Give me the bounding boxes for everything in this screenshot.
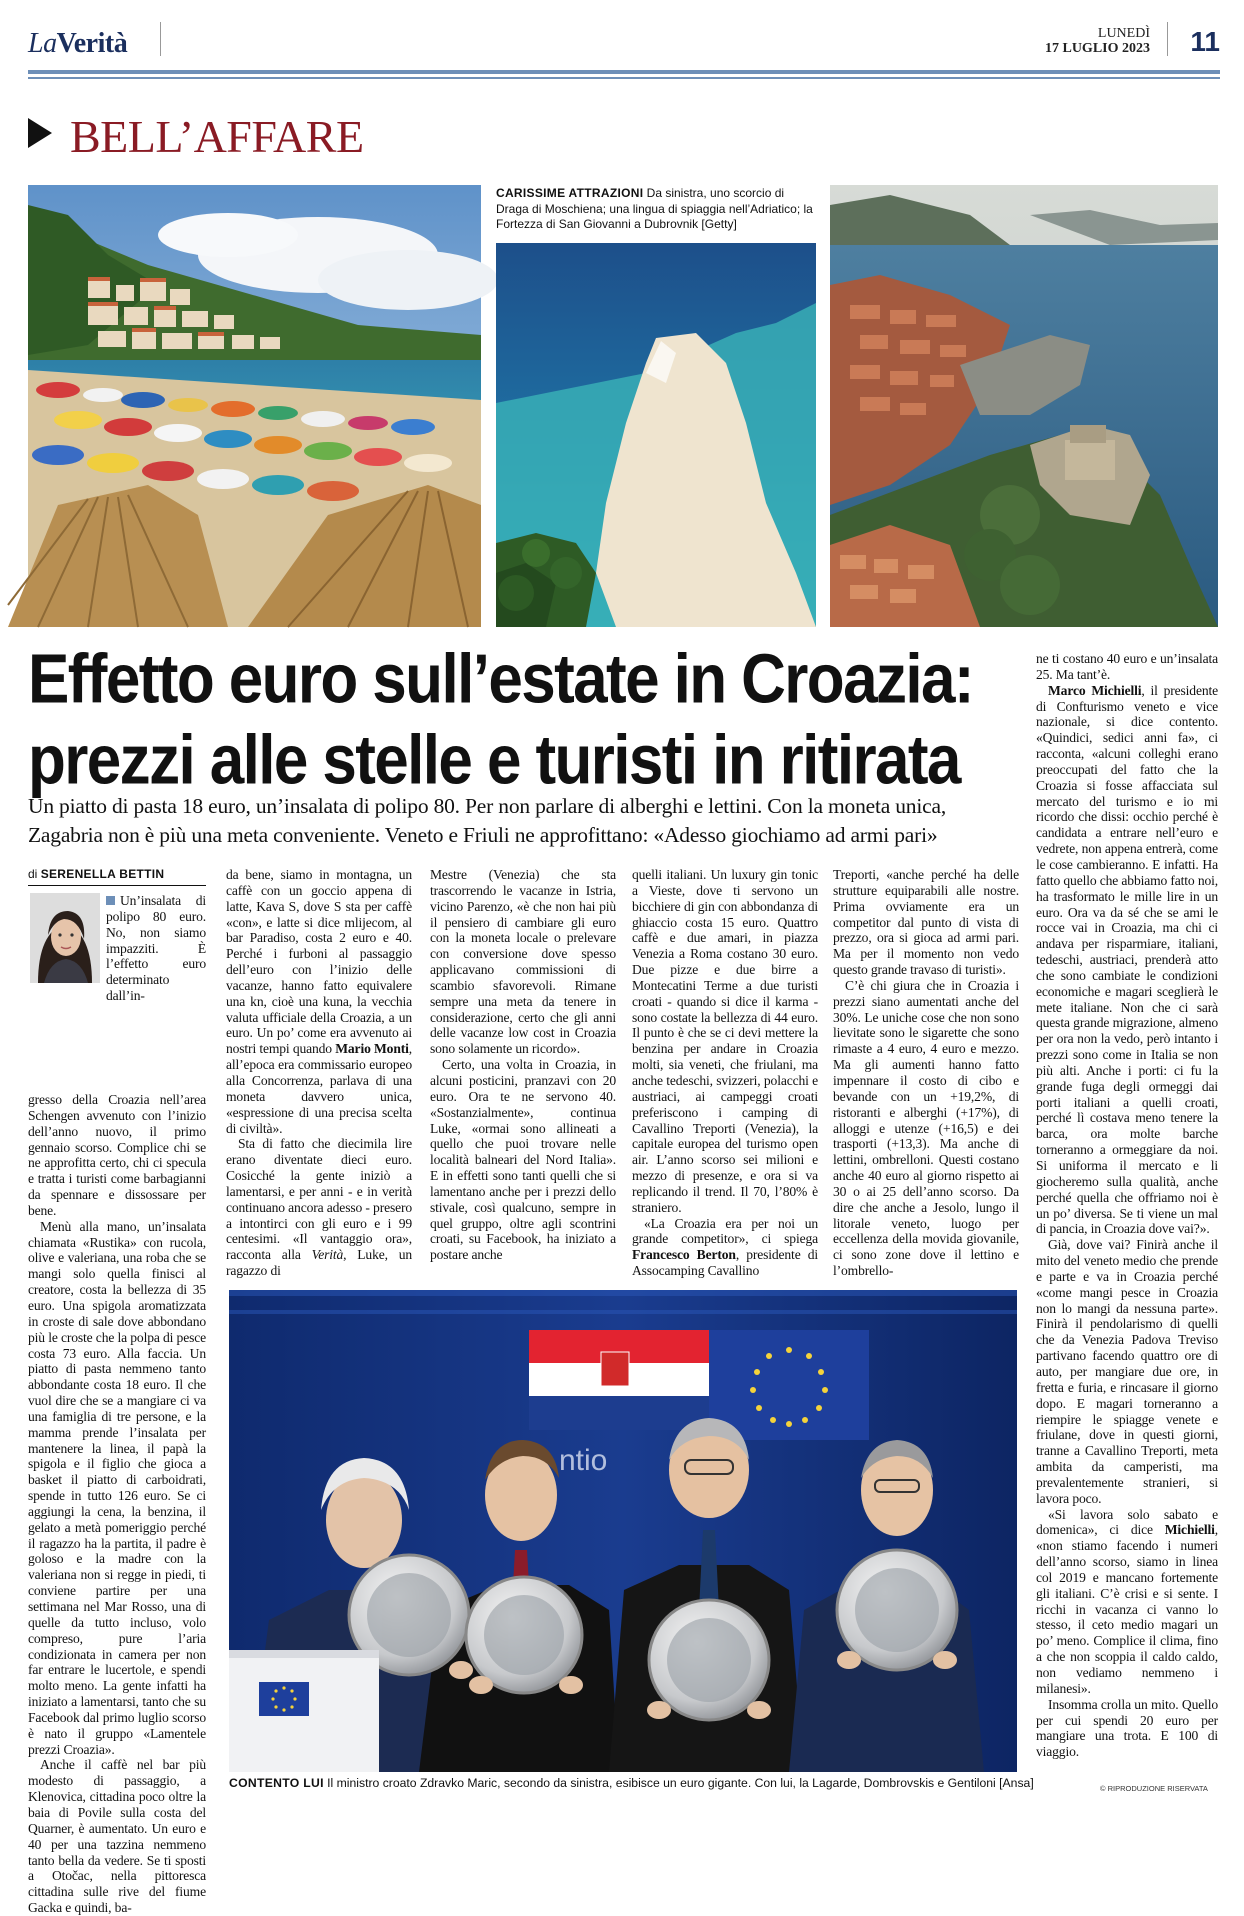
caption-text: Da sinistra, uno scorcio di Draga di Moschiena; una lingua di spiaggia nell’Adriatico; la Fortezza di San Giovanni a Dubrovnik [Getty] <box>496 186 813 231</box>
photo-draga-di-moschiena <box>28 185 481 627</box>
author-photo <box>30 893 100 983</box>
subheadline: Un piatto di pasta 18 euro, un’insalata di polipo 80. Per non parlare di alberghi e lettini. Con la moneta unica, Zagabria non è più una meta conveniente. Veneto e Friuli ne approfittano: «Adesso giochiamo ad armi pari» <box>28 794 946 847</box>
issue-day: LUNEDÌ <box>1097 26 1150 41</box>
caption-lead: CARISSIME ATTRAZIONI <box>496 186 644 200</box>
masthead-divider <box>1167 22 1168 56</box>
article-column-6: ne ti costano 40 euro e un’insalata 25. Ma tant’è. Marco Michielli, il presidente di Confturismo veneto e vice nazionale, si dice contento. «Quindici, sedici anni fa», ci racconta, «alcuni colleghi erano preoccupati del fatto che la Croazia si fosse affacciata sul mercato del turismo e io mi ricordo che dissi: occhio perché è candidata a entrare nell’euro e vedrete, non appena entrerà, come le cose cambieranno. E infatti. Ha fatto quello che abbiamo fatto noi, ha trasformato le mille lire in un euro. Ora va da sé che se ami le rocce vai in Croazia, ma chi ci andava per risparmiare, italiani, tedeschi, austriaci, prenderà atto che sono cambiate le condizioni economiche e magari sceglierà le mete italiane. Non che ci sarà questa grande migrazione, almeno per ora non la vedo, però intanto i prezzi sono come in Italia se non più alti. Anche i porti: ci fu la grande fuga degli ormeggi dai porti italiani a quelli croati, perché lì costava meno tenere la barca, ora molte barche torneranno a ormeggiare da noi. Si uniforma il mercato e li giocheremo sulla qualità, anche perché quella che offriamo noi è un po’ diversa. Se ti viene un mal di pancia, in Croazia dove vai?». Già, dove vai? Finirà anche il mito del veneto medio che prende e parte e va in Croazia perché «come mangi pesce in Croazia non lo mangi da nessuna parte». Finirà il pendolarismo di quelli che da Venezia Padova Treviso partivano facendo quattro ore di auto, per mangiare due ore, in fretta e furia, e rincasare il giorno dopo. E magari torneranno a riempire le spiagge venete e friulane, dove in questi giorni, tranne a Cavallino Treporti, meta ambita da camperisti, ma prevalentemente stranieri, si lavora poco. «Si lavora solo sabato e domenica», ci dice Michielli, «non stiamo facendo i numeri dell’anno scorso, siamo in linea col 2019 e mancano fortemente gli italiani. C’è crisi e si sente. I ricchi in vacanza ci vanno lo stesso, il ceto medio magari un po’ meno. Complice il clima, fino a che non scoppia il caldo caldo, non vediamo nemmeno i milanesi». Insomma crolla un mito. Quello per cui spendi 20 euro per mangiare una trota. E 100 di viaggio. <box>1036 651 1218 1760</box>
article-column-1: gresso della Croazia nell’area Schengen avvenuto con l’inizio dell’anno nuovo, il primo gennaio scorso. Complice chi se ne approfitta certo, chi ci specula e tratta i turisti come barbagianni da spennare e dissossare per bene. Menù alla mano, un’insalata chiamata «Rustika» con rucola, olive e valeriana, una roba che se mangi solo quella finisci al creatore, costa la bellezza di 35 euro. Una spigola aromatizzata in croste di sale dove abbondano più le croste che la polpa di pesce costa 73 euro. Alla faccia. Un piatto di pasta nemmeno tanto abbondante costa 18 euro. Il che vuol dire che se a mangiare ci va una famiglia di tre persone, e la mamma prende l’insalata per mantenere la linea, il papà la spigola e il figlio che gioca a basket il piatto di carboidrati, spende in tutto 126 euro. Se ci aggiungi la cena, la benzina, il gelato a metà pomeriggio perché il ragazzo ha la partita, il padre è goloso e la madre con la valeriana non si regge in piedi, ti conviene partire per una settimana nel Mar Rosso, una di quelle da tutto incluso, volo compreso, pure l’aria condizionata in camera per non far entrare le lucertole, e spendi molto meno. La gente infatti ha iniziato a lamentarsi, tanto che su Facebook dal primo luglio scorso è nato il gruppo «Lamentele prezzi Croazia». Anche il caffè nel bar più modesto di passaggio, a Klenovica, cittadina poco oltre la baia di Povile sulla costa del Quarner, è aumentato. Un euro e 40 per una tazzina nemmeno tanto bella da vedere. Se ti sposti a Otočac, nella pittoresca cittadina sulle rive del fiume Gacka e quindi, ba- <box>28 1092 206 1916</box>
section-label: BELL’AFFARE <box>70 111 364 162</box>
byline-rule <box>28 885 206 886</box>
masthead-divider <box>160 22 161 56</box>
lead-square-icon <box>106 896 115 905</box>
article-column-3: Mestre (Venezia) che sta trascorrendo le vacanze in Istria, vicino Parenzo, «è che non hai più il pensiero di cambiare gli euro con la moneta locale o prelevare con conversione dove spesso applicavano commissioni di scambio sfavorevoli. Rimane sempre una meta da tenere in considerazione, certo che gli anni delle vacanze low cost in Croazia sono solamente un ricordo». Certo, una volta in Croazia, in alcuni posticini, pranzavi con 20 euro. Ora te ne servono 40. «Sostanzialmente», continua Luke, «ormai sono allineati a quello che puoi trovare nelle località balneari del Nord Italia». E in effetti sono tanti quelli che si lamentano anche per i prezzi dello stivale, così qualcuno, sempre in quel gruppo, oltre agli scontrini croati, su Facebook, ha iniziato a postare anche <box>430 867 616 1263</box>
header-rule <box>28 77 1220 79</box>
author-name: SERENELLA BETTIN <box>40 867 165 881</box>
photo-adriatic-beach <box>496 243 816 627</box>
article-column-4: quelli italiani. Un luxury gin tonic a Vieste, dove ti servono un bicchiere di gin con abbondanza di ghiaccio costa 15 euro. Quattro caffè e due amari, in piazza Venezia a Roma costano 30 euro. Due pizze e due birre a Montecatini Terme a due turisti croati - quando si dice il karma - sono costate la bellezza di 44 euro. Il punto è che se ci devi mettere la benzina per andare in Croazia molti, sia veneti, che friulani, ma anche tedeschi, svizzeri, polacchi e austriaci, ai campeggi croati preferiscono i camping di Cavallino Treporti (Venezia), la capitale europea del turismo open air. L’anno scorso sei milioni e mezzo di presenze, e ora si va replicando il trend. Il 70, l’80% è straniero. «La Croazia era per noi un grande competitor», ci spiega Francesco Berton, presidente di Assocamping Cavallino <box>632 867 818 1279</box>
issue-date <box>1045 26 1150 56</box>
copyright-notice: © RIPRODUZIONE RISERVATA <box>1100 1784 1208 1793</box>
arrow-right-icon <box>28 118 52 148</box>
headline <box>28 640 1028 801</box>
headline-line-1: Effetto euro sull’estate in Croazia: <box>28 641 973 719</box>
page-number: 11 <box>1190 26 1220 57</box>
headline-line-2: prezzi alle stelle e turisti in ritirata <box>28 721 960 800</box>
bottom-photo-caption <box>229 1776 1034 1790</box>
newspaper-logo: LaVerità <box>28 28 128 59</box>
byline: di SERENELLA BETTIN <box>28 867 165 881</box>
issue-full-date: 17 LUGLIO 2023 <box>1044 41 1150 56</box>
svg-text:ntio: ntio <box>559 1444 608 1477</box>
photo-dubrovnik-fortress <box>830 185 1218 627</box>
caption-text: Il ministro croato Zdravko Maric, secondo da sinistra, esibisce un euro gigante. Con lui, la Lagarde, Dombrovskis e Gentiloni [Ansa] <box>323 1776 1034 1790</box>
article-column-1-top: Un’insalata di polipo 80 euro. No, non siamo impazziti. È l’effetto euro determinato dall’in- <box>106 893 206 1004</box>
article-column-2: da bene, siamo in montagna, un caffè con un goccio appena di latte, Kava S, dove S sta per caffè «con», e latte si dice mlijecom, al bar Paradiso, costa 2 euro e 40. Perché i furboni al passaggio dell’euro con l’inizio delle vacanze, hanno fatto equivalere una kn, cioè una kuna, la vecchia valuta ufficiale della Croazia, a un euro. Un po’ come era avvenuto ai nostri tempi quando Mario Monti, all’epoca era commissario europeo alla Concorrenza, parlava di una moneta davvero unica, «espressione di una precisa scelta di civiltà». Sta di fatto che diecimila lire erano diventate dieci euro. Cosicché la gente iniziò a lamentarsi, e per anni - e in verità continuano ancora adesso - presero a intontirci con gli euro e i 99 centesimi. «Il vantaggio ora», racconta alla Verità, Luke, un ragazzo di <box>226 867 412 1279</box>
header-rule <box>28 70 1220 74</box>
photo-caption <box>496 186 816 233</box>
photo-euro-ceremony <box>229 1290 1017 1772</box>
caption-lead: CONTENTO LUI <box>229 1776 324 1790</box>
article-column-5: Treporti, «anche perché ha delle strutture equiparabili alle nostre. Prima ovviamente era un competitor dal punto di vista di prezzo, ora si gioca ad armi pari. Ma per il momento non vedo questo grande travaso di turisti». C’è chi giura che in Croazia i prezzi siano aumentati anche del 30%. Le uniche cose che non sono lievitate sono le sigarette che sono rimaste a 4 euro, 4 euro e mezzo. Ma gli aumenti hanno fatto impennare il costo di cibo e bevande con un +19,2%, di ristoranti e alberghi (+17%), di alloggi e utenze (+16,5) e dei trasporti (+13,3). Ma anche di lettini, ombrelloni. Questi costano anche 40 euro al giorno rispetto ai 30 o ai 25 dell’anno scorso. Da dire che anche a Jesolo, lungo il litorale veneto, luogo per eccellenza della movida giovanile, ci sono zone dove il lettino e l’ombrello- <box>833 867 1019 1279</box>
